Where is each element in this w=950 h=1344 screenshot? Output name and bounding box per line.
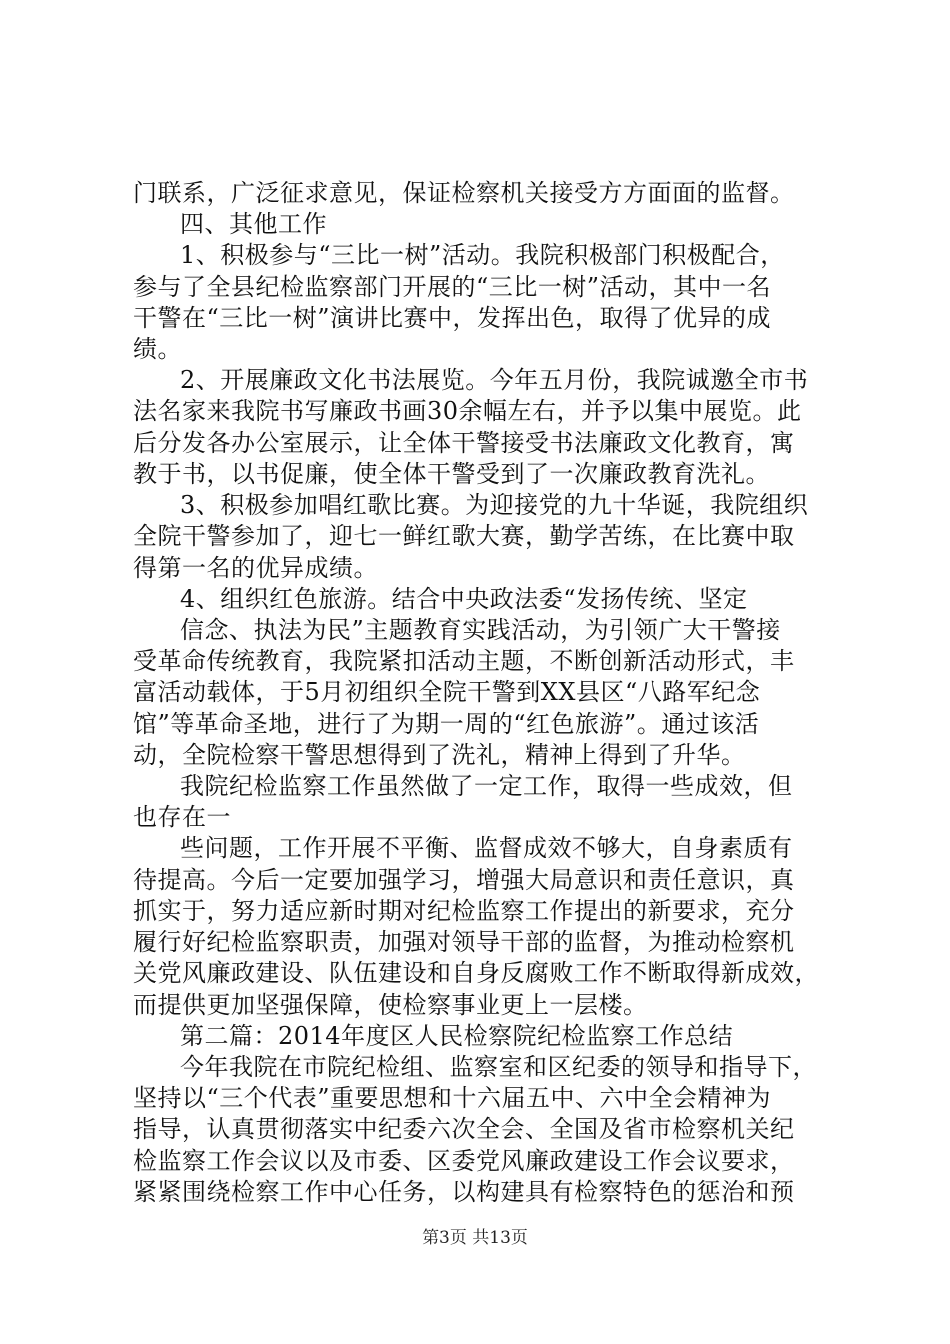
text-line: 3、积极参加唱红歌比赛。为迎接党的九十华诞，我院组织: [180, 491, 809, 520]
text-line: 今年我院在市院纪检组、监察室和区纪委的领导和指导下，: [180, 1052, 817, 1081]
text-line: 富活动载体，于5月初组织全院干警到XX县区“八路军纪念: [133, 678, 761, 707]
text-line: 参与了全县纪检监察部门开展的“三比一树”活动，其中一名: [133, 272, 772, 301]
text-line: 绩。: [133, 335, 182, 364]
text-line: 信念、执法为民”主题教育实践活动，为引领广大干警接: [180, 615, 781, 644]
text-line: 我院纪检监察工作虽然做了一定工作，取得一些成效，但: [180, 772, 793, 801]
text-line: 得第一名的优异成绩。: [133, 553, 378, 582]
text-line: 馆”等革命圣地，进行了为期一周的“红色旅游”。通过该活: [133, 709, 760, 738]
text-line: 坚持以“三个代表”重要思想和十六届五中、六中全会精神为: [133, 1084, 772, 1113]
text-line: 指导，认真贯彻落实中纪委六次全会、全国及省市检察机关纪: [133, 1115, 795, 1144]
text-line: 待提高。今后一定要加强学习，增强大局意识和责任意识，真: [133, 865, 795, 894]
text-line: 法名家来我院书写廉政书画30余幅左右，并予以集中展览。此: [133, 397, 802, 426]
text-line: 些问题，工作开展不平衡、监督成效不够大，自身素质有: [180, 834, 793, 863]
text-line: 也存在一: [133, 803, 231, 832]
page-footer: 第3页 共13页: [422, 1228, 528, 1248]
text-line: 4、组织红色旅游。结合中央政法委“发扬传统、坚定: [180, 584, 748, 613]
text-line: 履行好纪检监察职责，加强对领导干部的监督，为推动检察机: [133, 928, 795, 957]
text-line: 门联系，广泛征求意见，保证检察机关接受方方面面的监督。: [133, 179, 795, 207]
text-line: 干警在“三比一树”演讲比赛中，发挥出色，取得了优异的成: [133, 303, 772, 332]
section-heading: 四、其他工作: [180, 210, 327, 239]
text-line: 后分发各办公室展示，让全体干警接受书法廉政文化教育，寓: [133, 428, 795, 457]
text-line: 教于书，以书促廉，使全体干警受到了一次廉政教育洗礼。: [133, 459, 770, 488]
text-line: 而提供更加坚强保障，使检察事业更上一层楼。: [133, 990, 648, 1019]
text-line: 受革命传统教育，我院紧扣活动主题，不断创新活动形式，丰: [133, 647, 795, 676]
text-line: 动，全院检察干警思想得到了洗礼，精神上得到了升华。: [133, 740, 746, 769]
text-line: 抓实于，努力适应新时期对纪检监察工作提出的新要求，充分: [133, 896, 795, 925]
section-heading: 第二篇：2014年度区人民检察院纪检监察工作总结: [180, 1021, 734, 1050]
text-line: 2、开展廉政文化书法展览。今年五月份，我院诚邀全市书: [180, 366, 809, 395]
text-line: 关党风廉政建设、队伍建设和自身反腐败工作不断取得新成效，: [133, 959, 819, 988]
text-line: 全院干警参加了，迎七一鲜红歌大赛，勤学苦练，在比赛中取: [133, 522, 795, 551]
text-line: 1、积极参与“三比一树”活动。我院积极部门积极配合，: [180, 241, 785, 270]
text-line: 紧紧围绕检察工作中心任务，以构建具有检察特色的惩治和预: [133, 1177, 795, 1206]
text-line: 检监察工作会议以及市委、区委党风廉政建设工作会议要求，: [133, 1146, 795, 1175]
